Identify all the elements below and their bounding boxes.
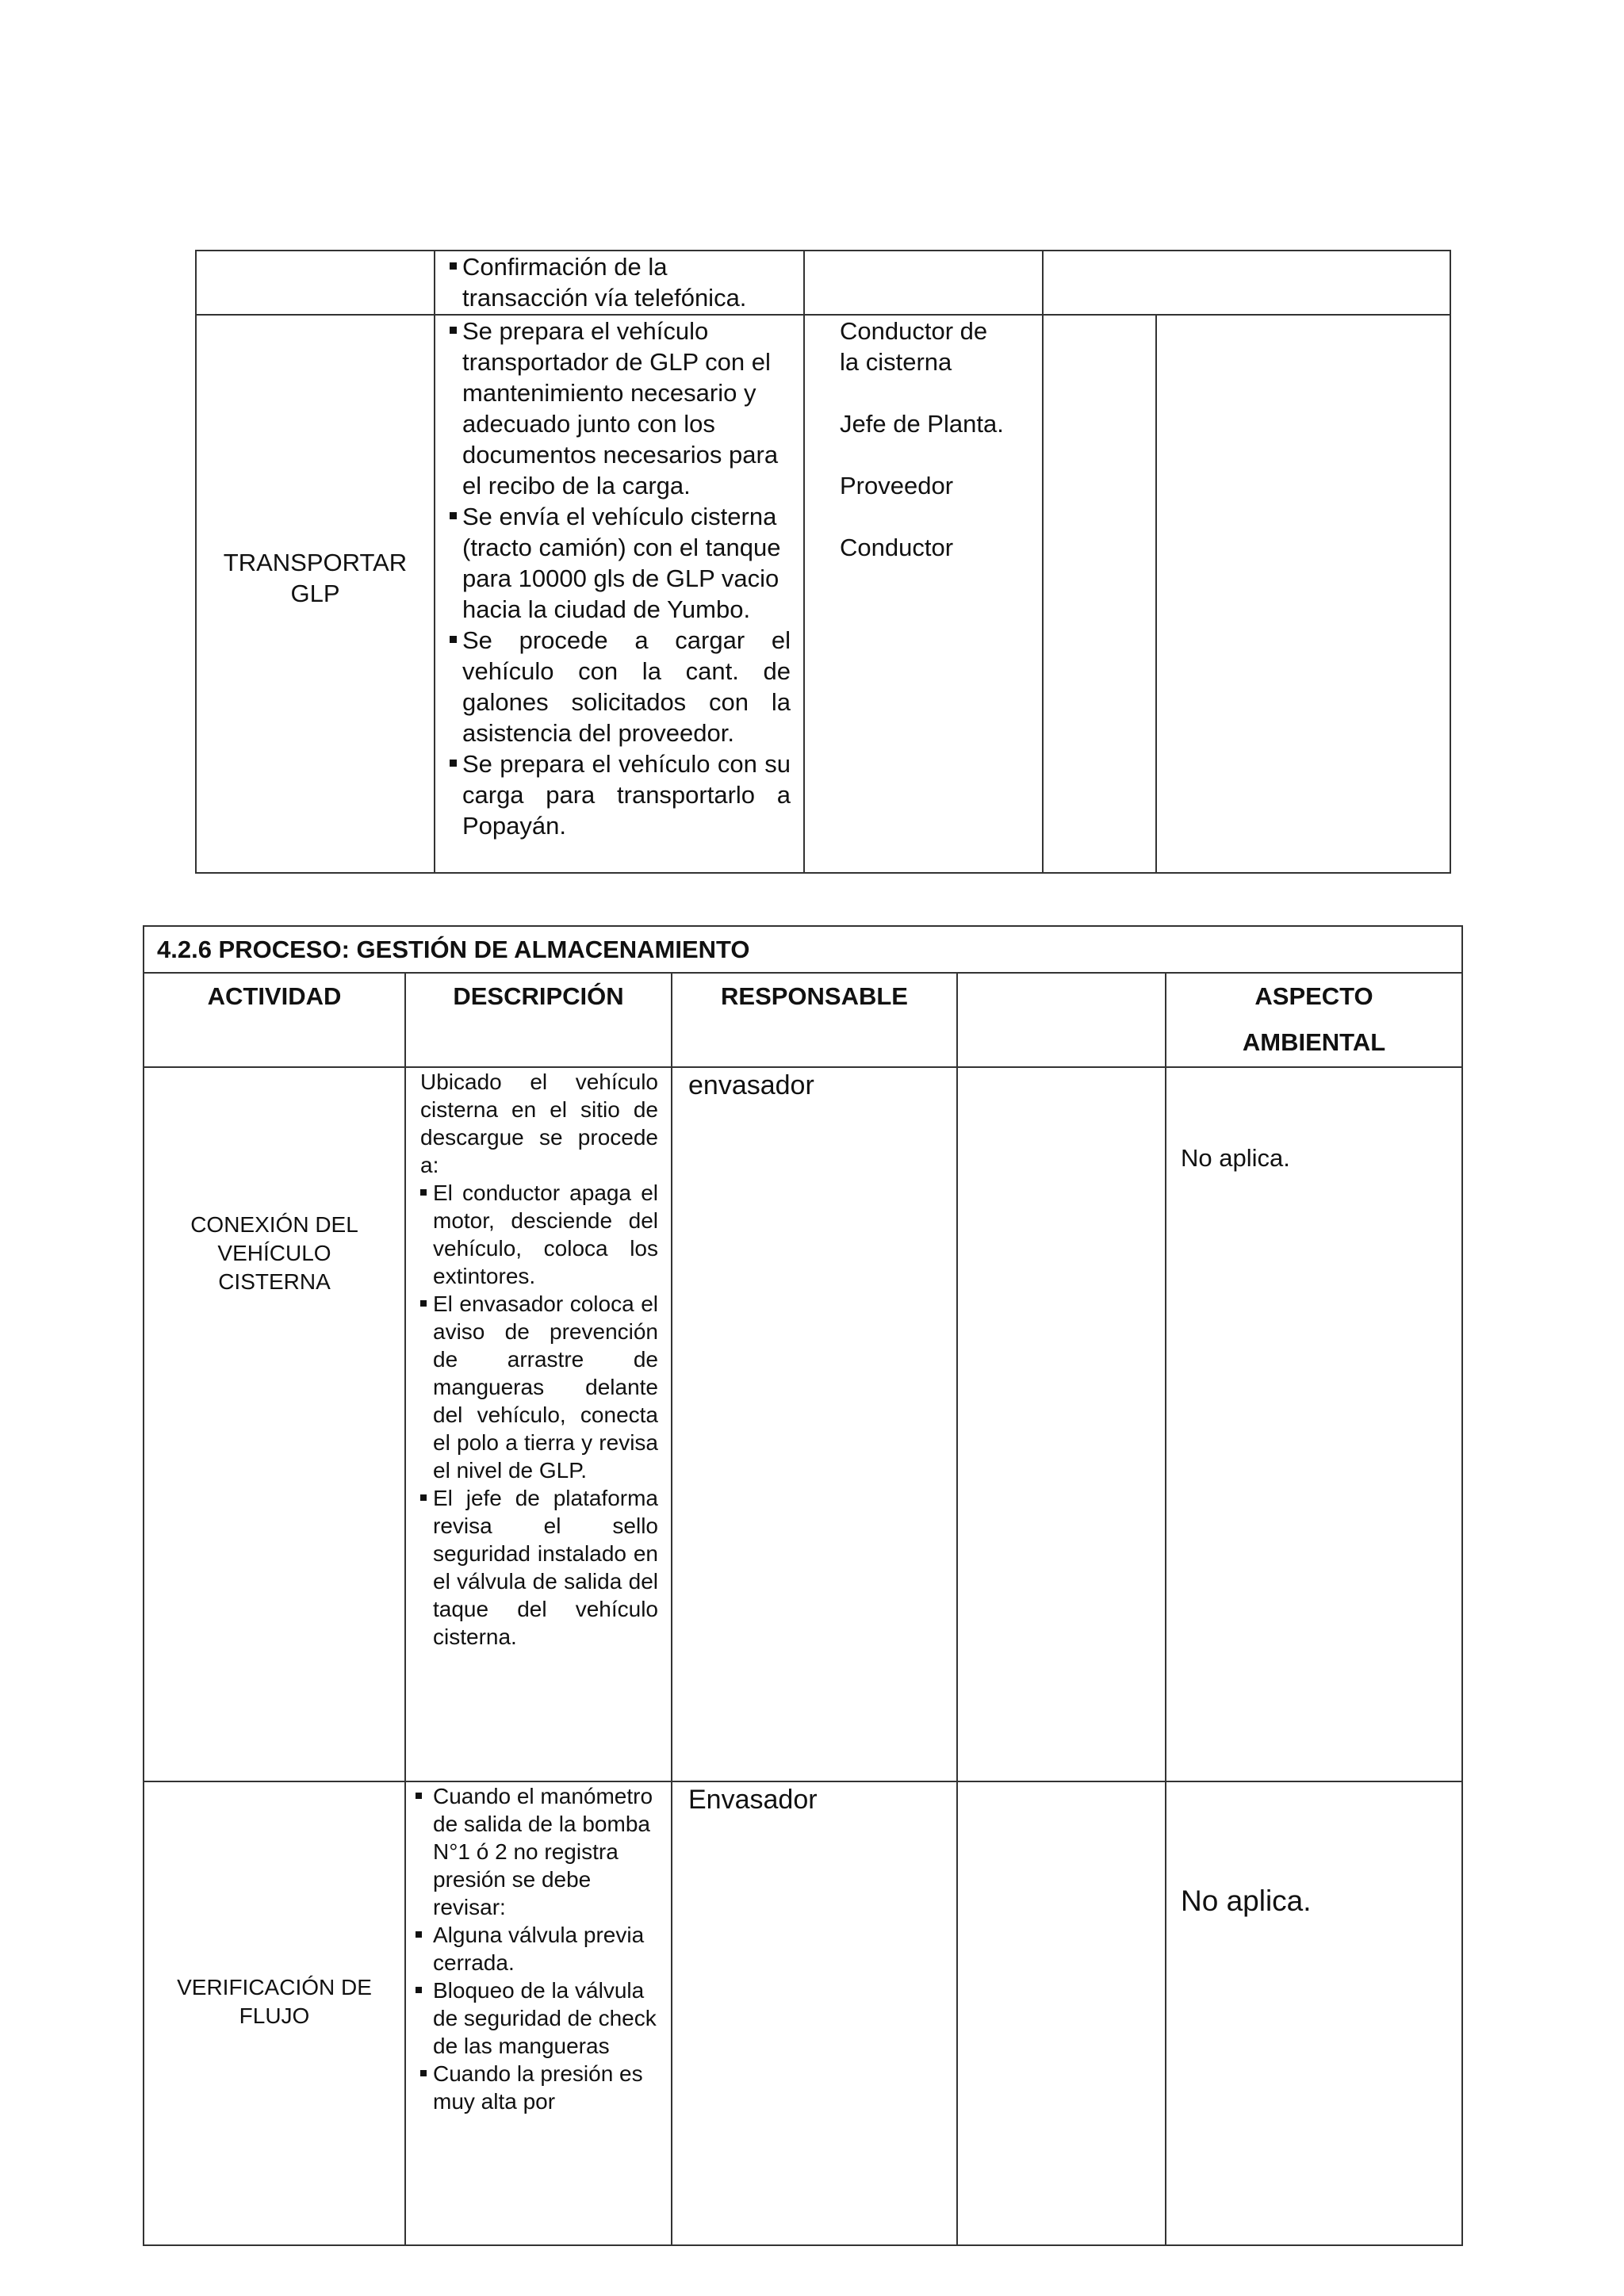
header-row <box>144 973 1462 1067</box>
activity-label: VEHÍCULO <box>217 1240 331 1265</box>
list-item: El jefe de plataforma revisa el sello seguridad instalado en el válvula de salida del taque del vehículo cisterna. <box>420 1484 658 1651</box>
header-description: DESCRIPCIÓN <box>405 973 672 1067</box>
responsible-text: Proveedor <box>840 472 954 499</box>
responsible-cell <box>804 251 1043 315</box>
aspect-cell: No aplica. <box>1166 1067 1462 1781</box>
table-row <box>144 1781 1462 2245</box>
empty-cell <box>957 1781 1166 2245</box>
responsible-text: la cisterna <box>840 348 952 376</box>
activity-label: FLUJO <box>239 2003 310 2028</box>
table-row <box>196 315 1450 873</box>
description-cell <box>405 1067 672 1781</box>
activity-label: TRANSPORTAR <box>223 549 408 576</box>
list-item: Se prepara el vehículo con su carga para transportarlo a Popayán. <box>450 748 791 841</box>
activity-cell <box>196 251 435 315</box>
activity-cell <box>144 1067 405 1781</box>
responsible-text: Conductor <box>840 534 954 561</box>
header-aspect-line: ASPECTO <box>1254 982 1373 1010</box>
description-cell <box>405 1781 672 2245</box>
list-item: Cuando la presión es muy alta por <box>420 2060 658 2115</box>
aspect-cell: No aplica. <box>1166 1781 1462 2245</box>
empty-cell <box>1043 315 1156 873</box>
activity-label: CISTERNA <box>218 1269 331 1294</box>
description-cell <box>435 251 804 315</box>
header-empty <box>957 973 1166 1067</box>
responsible-text: Jefe de Planta. <box>840 410 1004 438</box>
activity-label: GLP <box>290 580 340 607</box>
list-item: El envasador coloca el aviso de prevención de arrastre de mangueras delante del vehículo, conecta el polo a tierra y revisa el nivel de GLP. <box>420 1290 658 1484</box>
responsible-text: Conductor de <box>840 317 988 345</box>
empty-cell <box>1043 251 1450 315</box>
empty-cell <box>957 1067 1166 1781</box>
table-row <box>196 251 1450 315</box>
list-item: Se procede a cargar el vehículo con la cant. de galones solicitados con la asistencia del proveedor. <box>450 625 791 748</box>
list-item: El conductor apaga el motor, desciende del vehículo, coloca los extintores. <box>420 1179 658 1290</box>
table-row <box>144 1067 1462 1781</box>
description-cell <box>435 315 804 873</box>
list-item: Bloqueo de la válvula de seguridad de check de las mangueras <box>412 1976 658 2060</box>
responsible-cell <box>804 315 1043 873</box>
list-item: Se prepara el vehículo transportador de GLP con el mantenimiento necesario y adecuado junto con los documentos necesarios para el recibo de la carga. <box>450 316 791 501</box>
list-item: Alguna válvula previa cerrada. <box>412 1921 658 1976</box>
list-item: Cuando el manómetro de salida de la bomba N°1 ó 2 no registra presión se debe revisar: <box>412 1782 658 1921</box>
activity-cell <box>196 315 435 873</box>
storage-process-table <box>143 925 1463 2246</box>
empty-cell <box>1156 315 1450 873</box>
activity-label: CONEXIÓN DEL <box>190 1211 358 1237</box>
transport-table <box>195 250 1451 874</box>
responsible-cell: envasador <box>672 1067 957 1781</box>
process-title-row <box>144 926 1462 973</box>
header-responsible: RESPONSABLE <box>672 973 957 1067</box>
responsible-cell: Envasador <box>672 1781 957 2245</box>
header-activity: ACTIVIDAD <box>144 973 405 1067</box>
list-item: Confirmación de la transacción vía telefónica. <box>450 251 791 313</box>
activity-label: VERIFICACIÓN DE <box>177 1974 372 1999</box>
activity-cell <box>144 1781 405 2245</box>
header-aspect-line: AMBIENTAL <box>1242 1028 1386 1056</box>
list-item: Se envía el vehículo cisterna (tracto camión) con el tanque para 10000 gls de GLP vacio hacia la ciudad de Yumbo. <box>450 501 791 625</box>
description-intro: Ubicado el vehículo cisterna en el sitio de descargue se procede a: <box>420 1070 658 1177</box>
header-aspect <box>1166 973 1462 1067</box>
process-title: 4.2.6 PROCESO: GESTIÓN DE ALMACENAMIENTO <box>144 926 1462 973</box>
